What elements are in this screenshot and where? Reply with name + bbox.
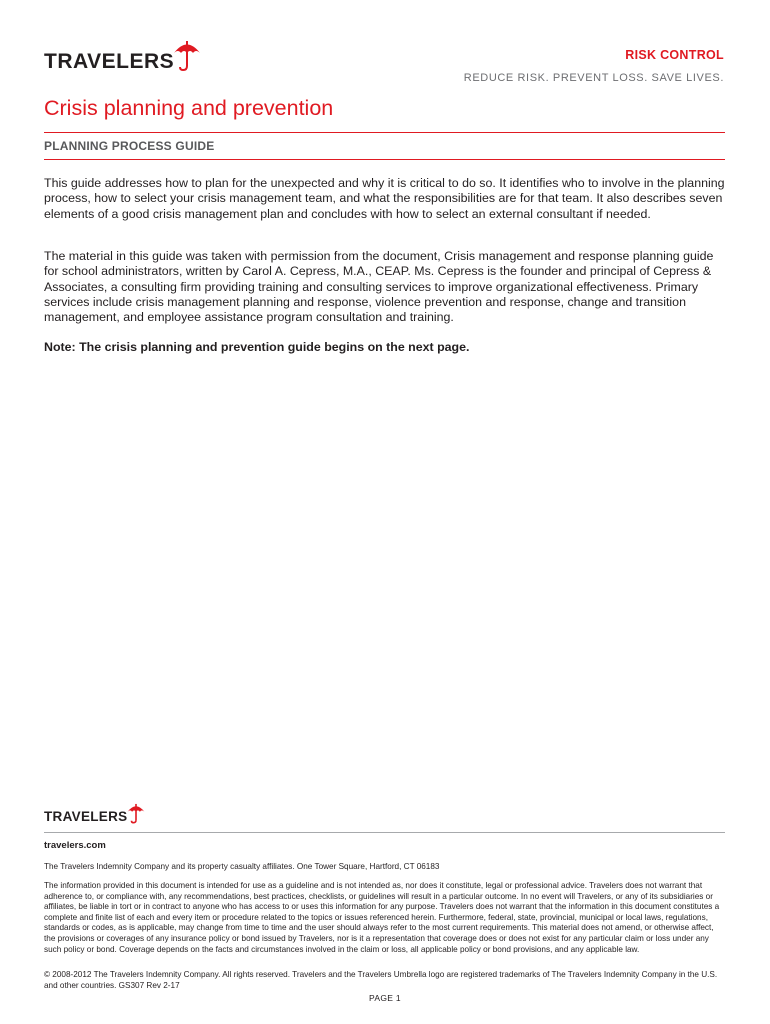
intro-paragraph: This guide addresses how to plan for the unexpected and why it is critical to do so. It identifies who to involve in the planning process, how to select your crisis management team, and what the responsibilities are for that team. It also describes seven elements of a good crisis management plan and concludes with how to select an external consultant if needed. (44, 176, 725, 221)
logo-text: TRAVELERS (44, 50, 175, 73)
tagline: REDUCE RISK. PREVENT LOSS. SAVE LIVES. (463, 72, 724, 84)
footer-website-link[interactable]: travelers.com (44, 840, 106, 851)
page-title: Crisis planning and prevention (44, 96, 334, 120)
page-number: PAGE 1 (369, 993, 401, 1003)
note-text: Note: The crisis planning and prevention guide begins on the next page. (44, 340, 470, 354)
risk-control-label: RISK CONTROL (625, 48, 724, 62)
section-heading: PLANNING PROCESS GUIDE (44, 139, 215, 153)
umbrella-icon (126, 802, 146, 824)
travelers-logo (44, 38, 202, 72)
title-divider (44, 132, 725, 133)
company-address: The Travelers Indemnity Company and its property casualty affiliates. One Tower Square, Hartford, CT 06183 (44, 862, 440, 871)
footer-logo (44, 802, 146, 824)
section-divider (44, 159, 725, 160)
umbrella-icon (172, 38, 202, 72)
copyright-notice: © 2008-2012 The Travelers Indemnity Company. All rights reserved. Travelers and the Travelers Umbrella logo are registered trademarks of The Travelers Indemnity Company in the U.S. and other countries. GS307 Rev 2-17 (44, 970, 718, 990)
source-paragraph: The material in this guide was taken with permission from the document, Crisis management and response planning guide for school administrators, written by Carol A. Cepress, M.A., CEAP. Ms. Cepress is the founder and principal of Cepress & Associates, a consulting firm providing training and consulting services to improve organizational effectiveness. Primary services include crisis management planning and response, violence prevention and response, change and transition management, and employee assistance program consultation and training. (44, 249, 714, 325)
footer-logo-text: TRAVELERS (44, 809, 128, 824)
legal-disclaimer: The information provided in this document is intended for use as a guideline and is not intended as, nor does it constitute, legal or professional advice. Travelers does not warrant that adherence to, or compliance with, any recommendations, best practices, checklists, or guidelines will result in a particular outcome. In no event will Travelers, or any of its subsidiaries or affiliates, be liable in tort or in contract to anyone who has access to or uses this information for any purpose. Travelers does not warrant that the information in this document constitutes a complete and finite list of each and every item or procedure related to the topics or issues referenced herein. Furthermore, federal, state, provincial, municipal or local laws, regulations, standards or codes, as is applicable, may change from time to time and the user should always refer to the most current requirements. This material does not amend, or otherwise affect, the provisions or coverages of any insurance policy or bond issued by Travelers, nor is it a representation that coverage does or does not exist for any particular claim or loss under any such policy or bond. Coverage depends on the facts and circumstances involved in the claim or loss, all applicable policy or bond provisions, and any applicable law. (44, 881, 720, 954)
footer-divider (44, 832, 725, 833)
